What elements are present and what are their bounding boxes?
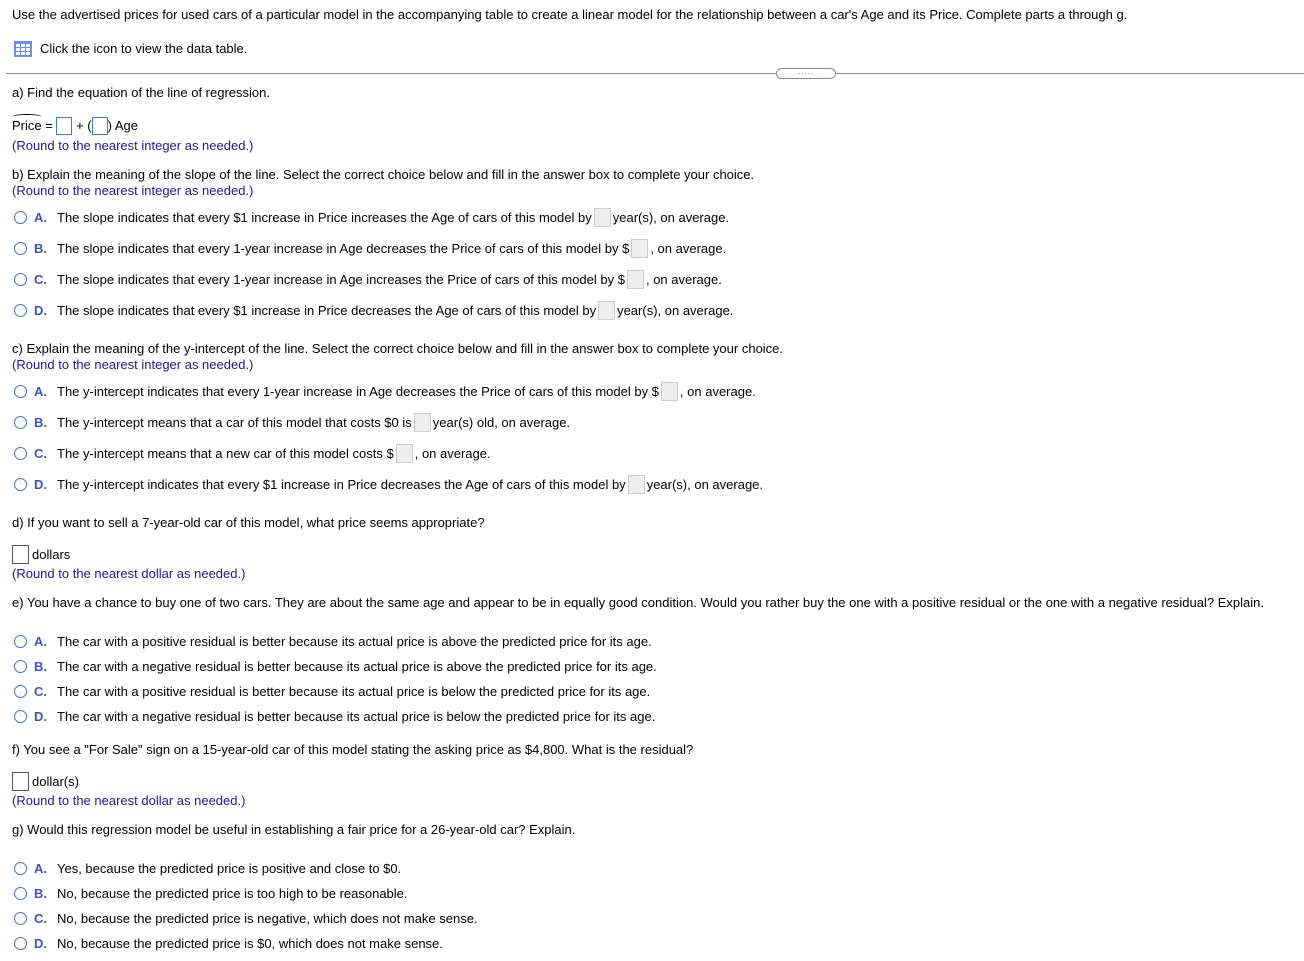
hint-f: (Round to the nearest dollar as needed.) — [12, 793, 246, 808]
choice-text: The car with a negative residual is better because its actual price is above the predicted price for its age. — [57, 658, 657, 674]
radio-button[interactable] — [14, 635, 27, 648]
radio-button[interactable] — [14, 862, 27, 875]
choice-e-a[interactable] — [14, 631, 652, 651]
choice-letter: C. — [34, 910, 47, 926]
plus-label: + ( — [76, 118, 92, 133]
answer-box[interactable] — [661, 382, 678, 401]
answer-box[interactable] — [598, 301, 615, 320]
radio-button[interactable] — [14, 304, 27, 317]
choice-letter: B. — [34, 658, 47, 674]
choice-letter: D. — [34, 476, 47, 492]
question-g: g) Would this regression model be useful in establishing a fair price for a 26-year-old car? Explain. — [12, 822, 576, 837]
hint-a: (Round to the nearest integer as needed.) — [12, 138, 254, 153]
radio-button[interactable] — [14, 447, 27, 460]
dollars-label: dollars — [32, 546, 71, 562]
question-f: f) You see a "For Sale" sign on a 15-year-old car of this model stating the asking price as $4,800. What is the residual? — [12, 742, 694, 757]
choice-text-pre: The slope indicates that every $1 increase in Price decreases the Age of cars of this model by — [57, 302, 597, 318]
choice-text-post: year(s), on average. — [617, 302, 734, 318]
choice-letter: B. — [34, 414, 47, 430]
choice-c-a[interactable] — [14, 381, 756, 401]
radio-button[interactable] — [14, 416, 27, 429]
hint-d: (Round to the nearest dollar as needed.) — [12, 566, 246, 581]
age-label: ) Age — [107, 118, 138, 133]
radio-button[interactable] — [14, 211, 27, 224]
choice-e-c[interactable] — [14, 681, 650, 701]
choice-b-d[interactable] — [14, 300, 733, 320]
hint-c: (Round to the nearest integer as needed.) — [12, 357, 254, 372]
choice-text-post: , on average. — [679, 383, 756, 399]
choice-e-b[interactable] — [14, 656, 657, 676]
choice-letter: A. — [34, 383, 47, 399]
choice-letter: A. — [34, 209, 47, 225]
intercept-input[interactable] — [56, 117, 72, 135]
question-d: d) If you want to sell a 7-year-old car of this model, what price seems appropriate? — [12, 515, 485, 530]
residual-answer-input[interactable] — [12, 772, 29, 791]
choice-b-b[interactable] — [14, 238, 726, 258]
choice-letter: A. — [34, 633, 47, 649]
radio-button[interactable] — [14, 273, 27, 286]
radio-button[interactable] — [14, 385, 27, 398]
choice-b-c[interactable] — [14, 269, 722, 289]
divider — [6, 73, 1304, 74]
regression-equation — [12, 117, 138, 135]
dollars-label: dollar(s) — [32, 773, 79, 789]
choice-text: No, because the predicted price is negative, which does not make sense. — [57, 910, 478, 926]
choice-text-pre: The slope indicates that every 1-year increase in Age decreases the Price of cars of this model by $ — [57, 240, 630, 256]
answer-box[interactable] — [627, 270, 644, 289]
choice-letter: B. — [34, 885, 47, 901]
choice-letter: C. — [34, 683, 47, 699]
radio-button[interactable] — [14, 887, 27, 900]
choice-text-post: year(s) old, on average. — [432, 414, 571, 430]
choice-c-d[interactable] — [14, 474, 763, 494]
slope-input[interactable] — [92, 117, 108, 135]
question-c: c) Explain the meaning of the y-intercept of the line. Select the correct choice below and fill in the answer box to complete your choice. — [12, 341, 784, 356]
problem-intro: Use the advertised prices for used cars of a particular model in the accompanying table to create a linear model for the relationship between a car's Age and its Price. Complete parts a through g. — [12, 7, 1128, 22]
choice-letter: A. — [34, 860, 47, 876]
radio-button[interactable] — [14, 685, 27, 698]
choice-letter: D. — [34, 935, 47, 951]
choice-text: No, because the predicted price is $0, which does not make sense. — [57, 935, 443, 951]
choice-text: The car with a positive residual is better because its actual price is above the predicted price for its age. — [57, 633, 652, 649]
choice-text: Yes, because the predicted price is positive and close to $0. — [57, 860, 402, 876]
choice-text-post: year(s), on average. — [646, 476, 764, 492]
choice-text-post: , on average. — [414, 445, 491, 461]
answer-box[interactable] — [594, 208, 611, 227]
choice-letter: D. — [34, 708, 47, 724]
choice-text-pre: The y-intercept means that a car of this model that costs $0 is — [57, 414, 412, 430]
choice-text-post: , on average. — [650, 240, 727, 256]
question-e: e) You have a chance to buy one of two cars. They are about the same age and appear to be in equally good condition. Would you rather buy the one with a positive residual or the one with a negative residual? Explain. — [12, 595, 1264, 610]
choice-letter: D. — [34, 302, 47, 318]
expand-handle[interactable]: ..... — [776, 68, 836, 79]
answer-box[interactable] — [414, 413, 431, 432]
price-hat-label: Price — [12, 118, 42, 133]
choice-text-post: , on average. — [645, 271, 722, 287]
equals: = — [45, 118, 53, 133]
choice-g-a[interactable] — [14, 858, 401, 878]
table-icon[interactable] — [14, 41, 32, 57]
choice-text: The car with a positive residual is better because its actual price is below the predicted price for its age. — [57, 683, 651, 699]
choice-b-a[interactable] — [14, 207, 729, 227]
choice-text-pre: The slope indicates that every $1 increase in Price increases the Age of cars of this model by — [57, 209, 592, 225]
choice-e-d[interactable] — [14, 706, 655, 726]
choice-g-c[interactable] — [14, 908, 478, 928]
radio-button[interactable] — [14, 710, 27, 723]
choice-letter: C. — [34, 271, 47, 287]
hint-b: (Round to the nearest integer as needed.) — [12, 183, 254, 198]
answer-box[interactable] — [396, 444, 413, 463]
choice-letter: B. — [34, 240, 47, 256]
choice-text-pre: The y-intercept indicates that every $1 increase in Price decreases the Age of cars of this model by — [57, 476, 626, 492]
data-table-link-text[interactable]: Click the icon to view the data table. — [40, 41, 248, 56]
choice-text-post: year(s), on average. — [612, 209, 730, 225]
choice-text-pre: The y-intercept indicates that every 1-year increase in Age decreases the Price of cars of this model by $ — [57, 383, 659, 399]
choice-text: The car with a negative residual is better because its actual price is below the predicted price for its age. — [57, 708, 656, 724]
price-answer-input[interactable] — [12, 545, 29, 564]
radio-button[interactable] — [14, 912, 27, 925]
radio-button[interactable] — [14, 242, 27, 255]
choice-text: No, because the predicted price is too high to be reasonable. — [57, 885, 408, 901]
question-a: a) Find the equation of the line of regression. — [12, 85, 270, 100]
data-table-link[interactable] — [14, 41, 247, 57]
choice-g-b[interactable] — [14, 883, 408, 903]
choice-text-pre: The slope indicates that every 1-year increase in Age increases the Price of cars of this model by $ — [57, 271, 625, 287]
radio-button[interactable] — [14, 937, 27, 950]
choice-c-b[interactable] — [14, 412, 570, 432]
choice-g-d[interactable] — [14, 933, 443, 953]
choice-c-c[interactable] — [14, 443, 491, 463]
radio-button[interactable] — [14, 478, 27, 491]
choice-text-pre: The y-intercept means that a new car of this model costs $ — [57, 445, 394, 461]
choice-letter: C. — [34, 445, 47, 461]
question-b: b) Explain the meaning of the slope of the line. Select the correct choice below and fill in the answer box to complete your choice. — [12, 167, 755, 182]
radio-button[interactable] — [14, 660, 27, 673]
answer-box[interactable] — [631, 239, 648, 258]
answer-box[interactable] — [628, 475, 645, 494]
